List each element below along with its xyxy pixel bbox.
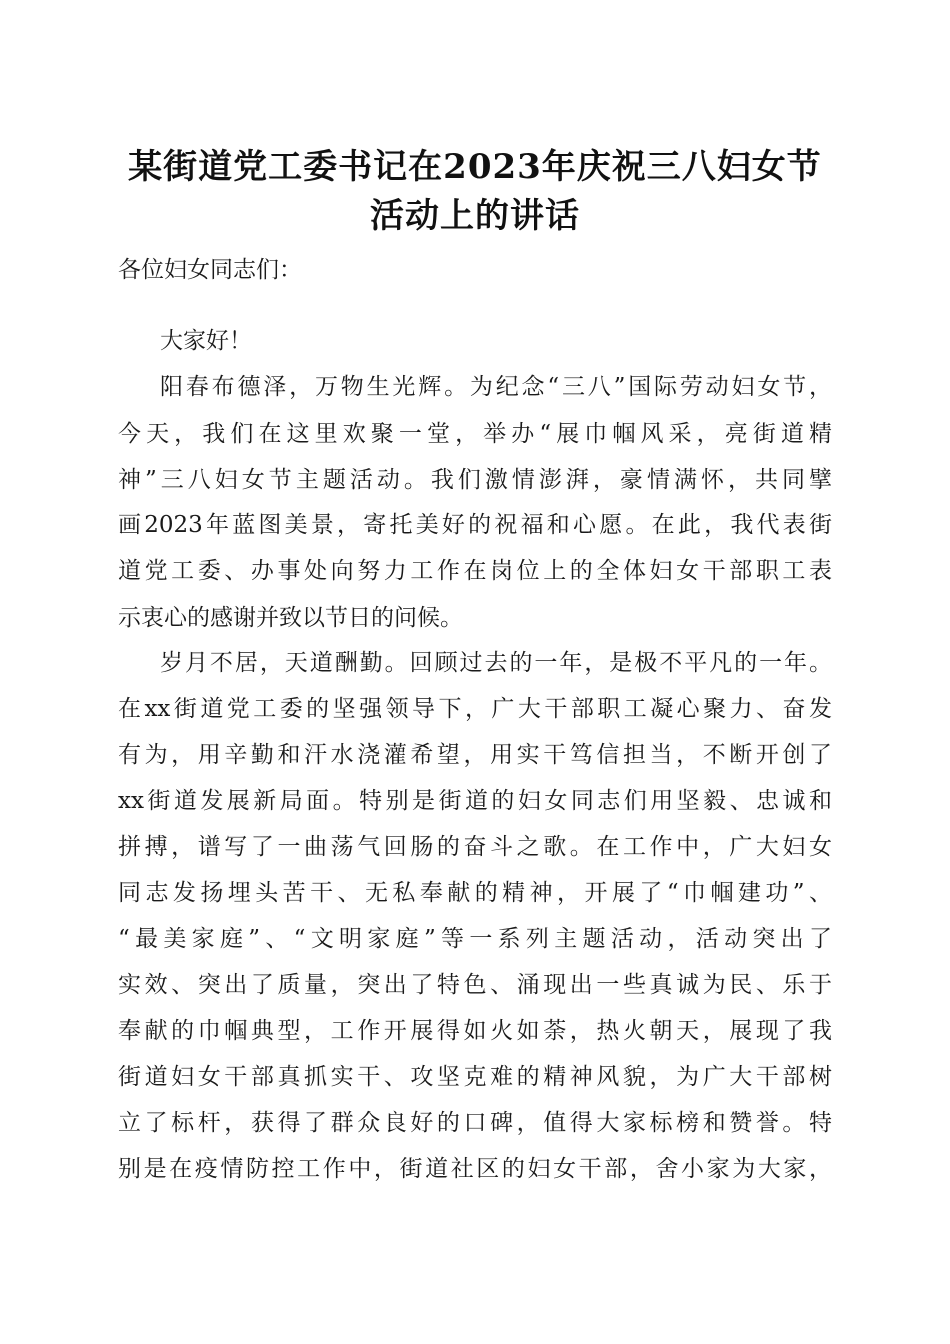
paragraph-2-line-5: 拼搏，谱写了一曲荡气回肠的奋斗之歌。在工作中，广大妇女 bbox=[118, 834, 832, 860]
salutation: 各位妇女同志们： bbox=[118, 257, 302, 283]
paragraph-1-line-5: 道党工委、办事处向努力工作在岗位上的全体妇女干部职工表 bbox=[118, 558, 832, 584]
paragraph-2-line-1: 岁月不居，天道酬勤。回顾过去的一年，是极不平凡的一年。 bbox=[160, 650, 832, 676]
greeting: 大家好！ bbox=[160, 328, 252, 354]
document-title-line-2: 活动上的讲话 bbox=[370, 196, 580, 236]
paragraph-2-line-9: 奉献的巾帼典型，工作开展得如火如荼，热火朝天，展现了我 bbox=[118, 1018, 832, 1044]
paragraph-1-line-4: 画2023年蓝图美景，寄托美好的祝福和心愿。在此，我代表街 bbox=[118, 512, 832, 538]
paragraph-2-line-2: 在xx街道党工委的坚强领导下，广大干部职工凝心聚力、奋发 bbox=[118, 696, 832, 722]
paragraph-2-line-10: 街道妇女干部真抓实干、攻坚克难的精神风貌，为广大干部树 bbox=[118, 1064, 832, 1090]
paragraph-1-line-3: 神”三八妇女节主题活动。我们激情澎湃，豪情满怀，共同擘 bbox=[118, 467, 832, 493]
paragraph-2-line-7: “最美家庭”、“文明家庭”等一系列主题活动，活动突出了 bbox=[118, 926, 832, 952]
paragraph-2-line-12: 别是在疫情防控工作中，街道社区的妇女干部，舍小家为大家， bbox=[118, 1156, 832, 1182]
paragraph-2-line-3: 有为，用辛勤和汗水浇灌希望，用实干笃信担当，不断开创了 bbox=[118, 742, 832, 768]
paragraph-1-line-2: 今天，我们在这里欢聚一堂，举办“展巾帼风采，亮街道精 bbox=[118, 421, 832, 447]
paragraph-2-line-11: 立了标杆，获得了群众良好的口碑，值得大家标榜和赞誉。特 bbox=[118, 1110, 832, 1136]
paragraph-1-line-6: 示衷心的感谢并致以节日的问候。 bbox=[118, 605, 463, 631]
paragraph-2-line-4: xx街道发展新局面。特别是街道的妇女同志们用坚毅、忠诚和 bbox=[118, 788, 832, 814]
paragraph-2-line-8: 实效、突出了质量，突出了特色、涌现出一些真诚为民、乐于 bbox=[118, 972, 832, 998]
paragraph-1-line-1: 阳春布德泽，万物生光辉。为纪念“三八”国际劳动妇女节， bbox=[160, 374, 832, 400]
document-title-line-1: 某街道党工委书记在2023年庆祝三八妇女节 bbox=[128, 147, 822, 187]
paragraph-2-line-6: 同志发扬埋头苦干、无私奉献的精神，开展了“巾帼建功”、 bbox=[118, 880, 832, 906]
